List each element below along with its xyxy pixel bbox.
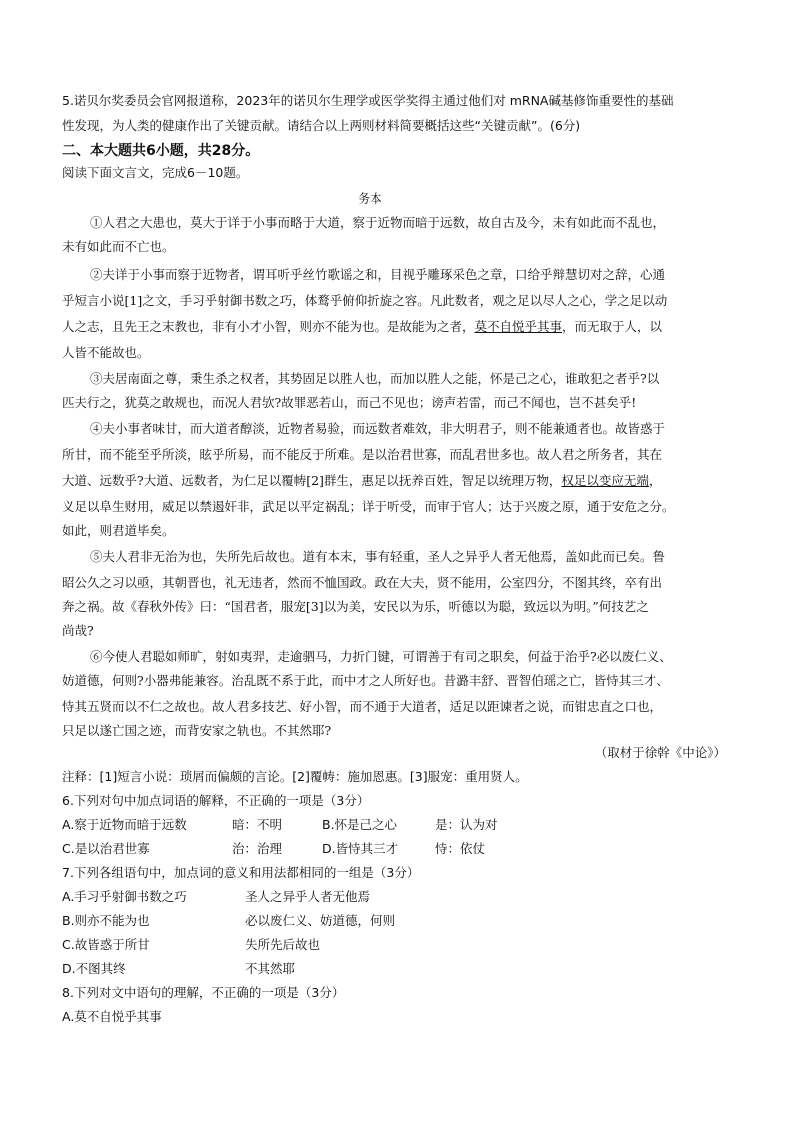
passage-p5-line-4: 尚哉?: [62, 623, 94, 638]
passage-p4-line-1: ④夫小事者味甘，而大道者醇淡，近物者易验，而远数者难效，非大明君子，则不能兼通者也。故皆惑于: [90, 421, 666, 436]
passage-p4-line-2: 所甘，而不能至乎所淡，眩乎所易，而不能反于所难。是以治君世寡，而乱君世多也。故人君之所务者，其在: [62, 447, 663, 462]
q7-option-a-left: A.手习乎射御书数之巧: [62, 889, 187, 904]
q6-option-b-gloss: 是：认为对: [435, 817, 498, 832]
underlined-phrase-2: 权足以变应无端: [561, 473, 649, 488]
q6-option-d-gloss: 恃：依仗: [435, 841, 486, 856]
q6-option-c: C.是以治君世寡: [62, 841, 150, 856]
passage-p2-line-3: [62, 318, 662, 336]
q7-stem: 7.下列各组语句中，加点词的意义和用法都相同的一组是（3分）: [62, 865, 420, 880]
passage-p5-line-1: ⑤夫人君非无治为也，失所先后故也。道有本末，事有轻重，圣人之异乎人者无他焉，盖如此而已矣。鲁: [90, 549, 666, 564]
p2-l3-post: ，而无取于人，以: [562, 319, 663, 334]
passage-p6-line-4: 只足以遂亡国之迹，而背安家之轨也。不其然耶?: [62, 723, 332, 738]
passage-p2-line-4: 人皆不能故也。: [62, 345, 150, 360]
passage-p3-line-1: ③夫居南面之尊，秉生杀之权者，其势固足以胜人也，而加以胜人之能，怀是己之心，谁敢犯之者乎?以: [90, 371, 660, 386]
q7-option-c-left: C.故皆惑于所甘: [62, 937, 150, 952]
annotation-notes: 注释：[1]短言小说：琐屑而偏颇的言论。[2]覆帱：施加恩惠。[3]服宠：重用贤人。: [62, 769, 528, 784]
q6-option-a: A.察于近物而暗于远数: [62, 817, 187, 832]
passage-p6-line-2: 妨道德，何则?小器弗能兼容。治乱既不系于此，而中才之人所好也。昔潞丰舒、晋智伯瑶之亡，皆恃其三才、: [62, 673, 669, 688]
passage-p5-line-3: 奔之祸。故《春秋外传》曰：“国君者，服宠[3]以为美，安民以为乐，听德以为聪，致远以为明。”何技艺之: [62, 599, 649, 614]
q6-option-b: B.怀是己之心: [322, 817, 398, 832]
q7-option-d-left: D.不图其终: [62, 961, 126, 976]
passage-p1-line-2: 未有如此而不亡也。: [62, 239, 175, 254]
p4-l3-pre: 大道、远数乎?大道、远数者，为仁足以覆帱[2]群生，惠足以抚养百姓，智足以统理万物，: [62, 473, 562, 488]
section-heading: 二、本大题共6小题，共28分。: [62, 143, 260, 159]
p2-l3-pre: 人之志，且先王之末教也，非有小才小智，则亦不能为也。是故能为之者，: [62, 319, 475, 334]
q6-stem: 6.下列对句中加点词语的解释，不正确的一项是（3分）: [62, 793, 370, 808]
passage-p1-line-1: ①人君之大患也，莫大于详于小事而略于大道，察于近物而暗于远数，故自古及今，未有如此而不乱也，: [90, 215, 666, 230]
q6-option-a-gloss: 暗：不明: [232, 817, 283, 832]
passage-p6-line-1: ⑥今使人君聪如师旷，射如夷羿，走逾驷马，力折门键，可谓善于有司之职矣，何益于治乎?必以废仁义、: [90, 649, 672, 664]
q6-option-c-gloss: 治：治理: [232, 841, 283, 856]
q7-option-c-right: 失所先后故也: [245, 937, 321, 952]
passage-source: （取材于徐幹《中论》）: [594, 745, 726, 760]
q5-line-2: 性发现，为人类的健康作出了关键贡献。请结合以上两则材料简要概括这些“关键贡献”。(6分): [62, 118, 581, 133]
passage-p4-line-5: 如此，则君道毕矣。: [62, 523, 175, 538]
p4-l3-post: ，: [648, 473, 662, 488]
passage-p4-line-3: [62, 472, 661, 490]
q8-option-a: A.莫不自悦乎其事: [62, 1009, 162, 1024]
q7-option-a-right: 圣人之异乎人者无他焉: [245, 889, 371, 904]
passage-p2-line-2: 乎短言小说[1]之文，手习乎射御书数之巧，体鹜乎俯仰折旋之容。凡此数者，观之足以尽人之心，学之足以动: [62, 293, 668, 308]
q7-option-b-right: 必以废仁义、妨道德，何则: [245, 913, 396, 928]
passage-p2-line-1: ②夫详于小事而察于近物者，谓耳听乎丝竹歌谣之和，目视乎雕琢采色之章，口给乎辩慧切对之辞，心通: [90, 267, 666, 282]
passage-title: 务本: [358, 191, 382, 206]
underlined-phrase-1: 莫不自悦乎其事: [474, 319, 563, 334]
passage-p6-line-3: 恃其五贤而以不仁之故也。故人君多技艺、好小智，而不通于大道者，适足以距谏者之说，而钳忠直之口也，: [62, 699, 663, 714]
q8-stem: 8.下列对文中语句的理解，不正确的一项是（3分）: [62, 985, 345, 1000]
passage-p5-line-2: 昭公久之习以亟，其朝晋也，礼无违者，然而不恤国政。政在大夫，贤不能用，公室四分，不图其终，卒有出: [62, 575, 663, 590]
passage-p3-line-2: 匹夫行之，犹莫之敢规也，而况人君欤?故罪恶若山，而己不见也；谤声若雷，而己不闻也，岂不甚矣乎!: [62, 395, 637, 410]
passage-p4-line-4: 义足以阜生财用，威足以禁遏奸非，武足以平定祸乱；详于听受，而审于官人；达于兴废之原，通于安危之分。: [62, 499, 675, 514]
q5-line-1: 5.诺贝尔奖委员会官网报道称，2023年的诺贝尔生理学或医学奖得主通过他们对 mRNA碱基修饰重要性的基础: [62, 93, 674, 108]
q7-option-b-left: B.则亦不能为也: [62, 913, 150, 928]
q6-option-d: D.皆恃其三才: [322, 841, 399, 856]
q7-option-d-right: 不其然耶: [245, 961, 296, 976]
section-intro: 阅读下面文言文，完成6－10题。: [62, 165, 249, 180]
